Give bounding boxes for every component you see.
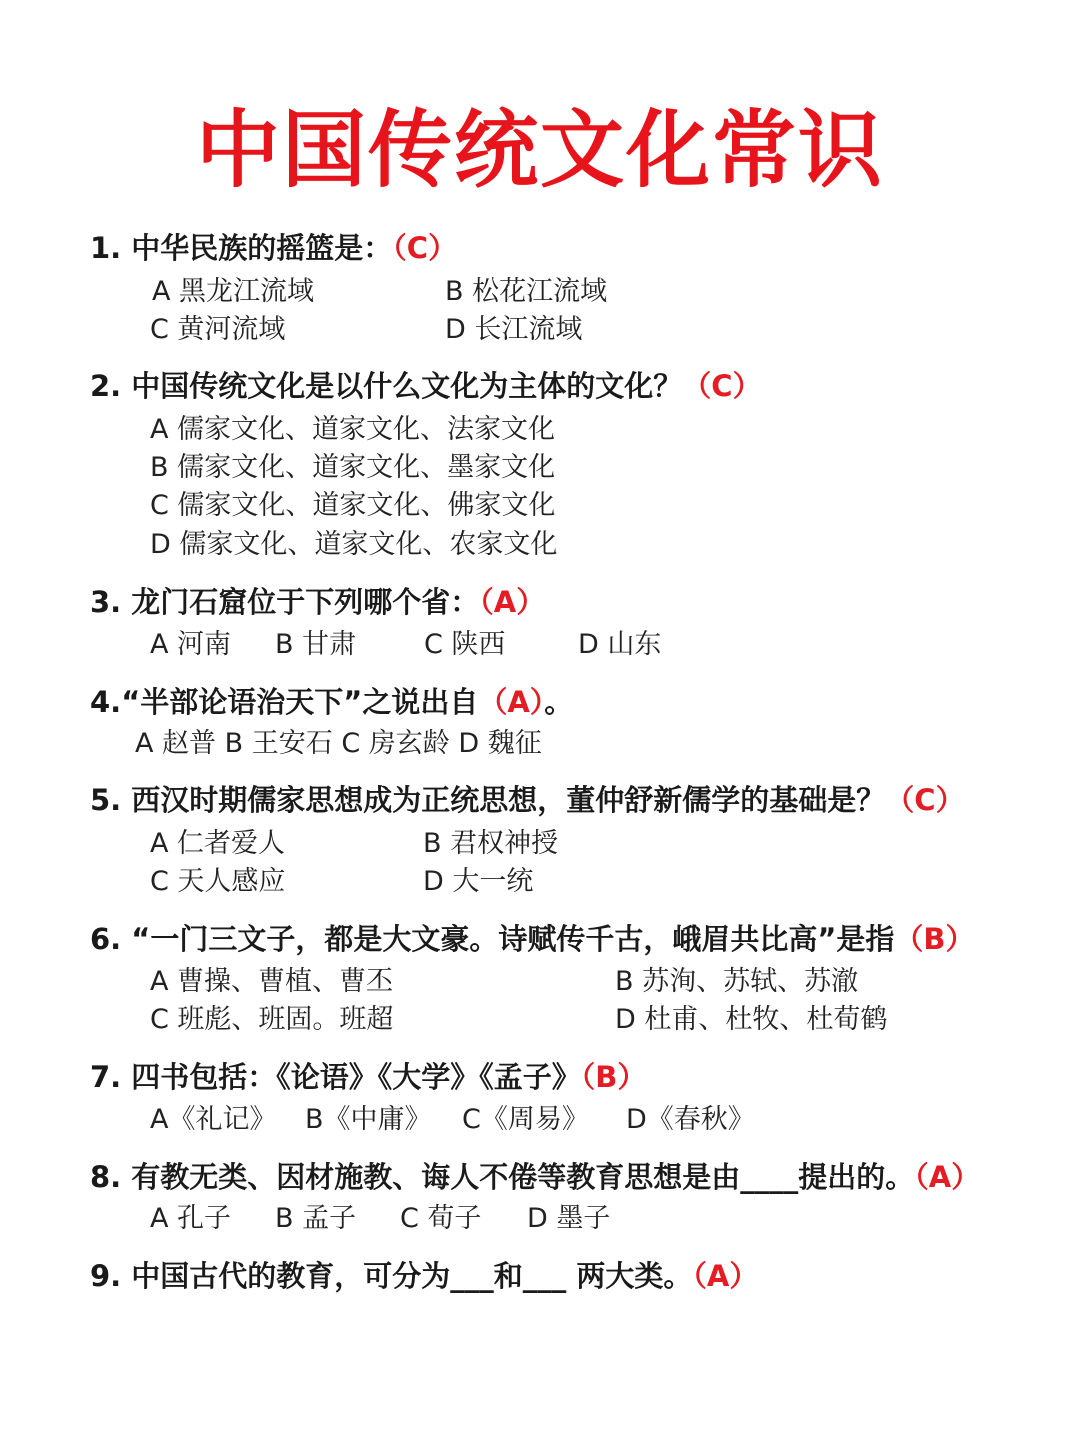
option: A 河南 bbox=[150, 629, 232, 660]
option: A 赵普 B 王安石 C 房玄龄 D 魏征 bbox=[135, 728, 542, 759]
option: B 儒家文化、道家文化、墨家文化 bbox=[150, 452, 556, 483]
option: B 君权神授 bbox=[423, 828, 559, 859]
option: D 儒家文化、道家文化、农家文化 bbox=[150, 529, 558, 560]
question-5 bbox=[90, 780, 965, 820]
question-text: 6. “一门三文子，都是大文豪。诗赋传千古，峨眉共比高”是指 bbox=[90, 922, 895, 956]
question-1 bbox=[90, 228, 457, 268]
option: D 杜甫、杜牧、杜荀鹤 bbox=[615, 1004, 888, 1035]
option: C 荀子 bbox=[400, 1203, 482, 1234]
question-8 bbox=[90, 1157, 980, 1197]
option: B《中庸》 bbox=[305, 1104, 432, 1135]
question-text: 9. 中国古代的教育，可分为___和___ 两大类。 bbox=[90, 1259, 693, 1293]
answer: （B） bbox=[894, 922, 975, 956]
question-text: 8. 有教无类、因材施教、诲人不倦等教育思想是由____提出的。 bbox=[90, 1160, 915, 1194]
question-text: 4.“半部论语治天下”之说出自 bbox=[90, 685, 479, 719]
option: A 仁者爱人 bbox=[150, 828, 286, 859]
option: C 天人感应 bbox=[150, 866, 286, 897]
question-7 bbox=[90, 1057, 646, 1097]
option: B 苏洵、苏轼、苏澈 bbox=[615, 966, 859, 997]
option: D《春秋》 bbox=[626, 1104, 755, 1135]
question-text: 7. 四书包括：《论语》《大学》《孟子》 bbox=[90, 1060, 581, 1094]
option: A《礼记》 bbox=[150, 1104, 277, 1135]
question-2 bbox=[90, 366, 762, 406]
option: A 儒家文化、道家文化、法家文化 bbox=[150, 414, 556, 445]
question-3 bbox=[90, 582, 545, 622]
answer: （A） bbox=[479, 585, 546, 619]
option: A 曹操、曹植、曹丕 bbox=[150, 966, 394, 997]
page-title: 中国传统文化常识 bbox=[195, 101, 884, 199]
option: C 黄河流域 bbox=[150, 314, 286, 345]
question-4 bbox=[90, 682, 573, 722]
option: D 山东 bbox=[578, 629, 662, 660]
option: D 长江流域 bbox=[445, 314, 583, 345]
answer: （A） bbox=[478, 685, 545, 719]
option: B 松花江流域 bbox=[445, 276, 608, 307]
option: D 墨子 bbox=[527, 1203, 611, 1234]
answer: （C） bbox=[392, 231, 458, 265]
answer: （A） bbox=[914, 1160, 981, 1194]
option: C《周易》 bbox=[462, 1104, 589, 1135]
question-text: 5. 西汉时期儒家思想成为正统思想，董仲舒新儒学的基础是？ bbox=[90, 783, 886, 817]
question-suffix: 。 bbox=[544, 685, 574, 719]
question-text: 1. 中华民族的摇篮是： bbox=[90, 231, 393, 265]
answer: （C） bbox=[885, 783, 965, 817]
question-9 bbox=[90, 1256, 758, 1296]
answer: （A） bbox=[692, 1259, 759, 1293]
option: A 黑龙江流域 bbox=[152, 276, 315, 307]
question-6 bbox=[90, 919, 975, 959]
option: D 大一统 bbox=[423, 866, 534, 897]
option: B 甘肃 bbox=[275, 629, 357, 660]
option: C 儒家文化、道家文化、佛家文化 bbox=[150, 490, 556, 521]
option: C 陕西 bbox=[424, 629, 506, 660]
question-text: 2. 中国传统文化是以什么文化为主体的文化？ bbox=[90, 369, 683, 403]
answer: （C） bbox=[682, 369, 762, 403]
option: A 孔子 bbox=[150, 1203, 232, 1234]
option: B 孟子 bbox=[275, 1203, 357, 1234]
option: C 班彪、班固。班超 bbox=[150, 1004, 394, 1035]
question-text: 3. 龙门石窟位于下列哪个省： bbox=[90, 585, 480, 619]
answer: （B） bbox=[580, 1060, 647, 1094]
